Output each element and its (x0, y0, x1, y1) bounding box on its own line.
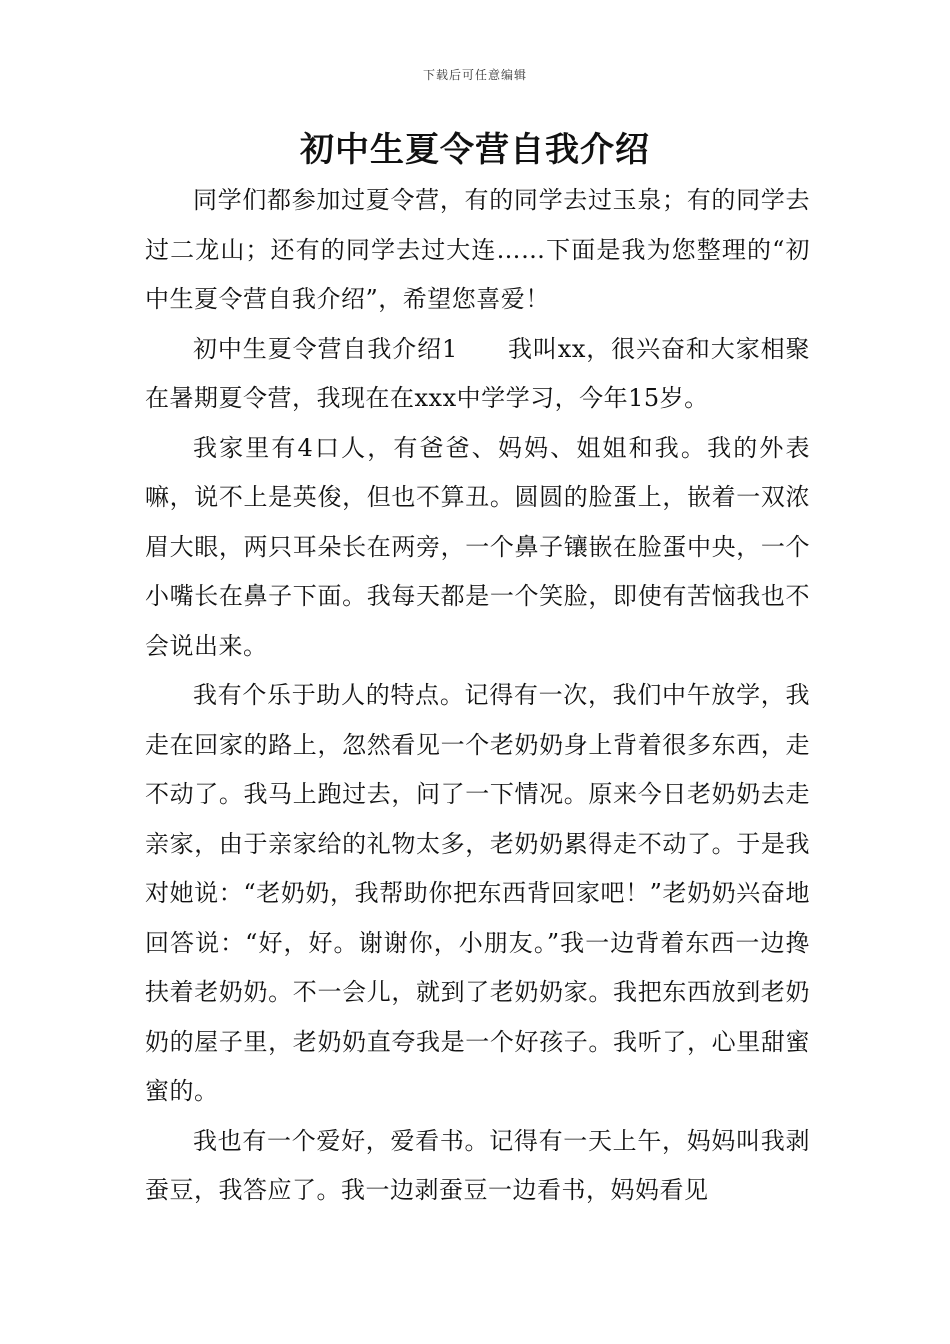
document-title: 初中生夏令营自我介绍 (300, 130, 650, 170)
document-body (145, 176, 810, 1216)
paragraph-section-1: 初中生夏令营自我介绍1 我叫xx，很兴奋和大家相聚在暑期夏令营，我现在在xxx中学学习，今年15岁。 (145, 334, 810, 412)
paragraph-helping: 我有个乐于助人的特点。记得有一次，我们中午放学，我走在回家的路上，忽然看见一个老奶奶身上背着很多东西，走不动了。我马上跑过去，问了一下情况。原来今日老奶奶去走亲家，由于亲家给的礼物太多，老奶奶累得走不动了。于是我对她说：“老奶奶，我帮助你把东西背回家吧！”老奶奶兴奋地回答说：“好，好。谢谢你，小朋友。”我一边背着东西一边搀扶着老奶奶。不一会儿，就到了老奶奶家。我把东西放到老奶奶的屋子里，老奶奶直夸我是一个好孩子。我听了，心里甜蜜蜜的。 (145, 681, 810, 1105)
paragraph-family: 我家里有4口人，有爸爸、妈妈、姐姐和我。我的外表嘛，说不上是英俊，但也不算丑。圆圆的脸蛋上，嵌着一双浓眉大眼，两只耳朵长在两旁，一个鼻子镶嵌在脸蛋中央，一个小嘴长在鼻子下面。我每天都是一个笑脸，即使有苦恼我也不会说出来。 (145, 433, 810, 660)
paragraph-intro: 同学们都参加过夏令营，有的同学去过玉泉；有的同学去过二龙山；还有的同学去过大连……下面是我为您整理的“初中生夏令营自我介绍”，希望您喜爱！ (145, 186, 810, 313)
paragraph-hobby: 我也有一个爱好，爱看书。记得有一天上午，妈妈叫我剥蚕豆，我答应了。我一边剥蚕豆一边看书，妈妈看见 (145, 1126, 810, 1204)
header-note: 下载后可任意编辑 (422, 68, 527, 82)
